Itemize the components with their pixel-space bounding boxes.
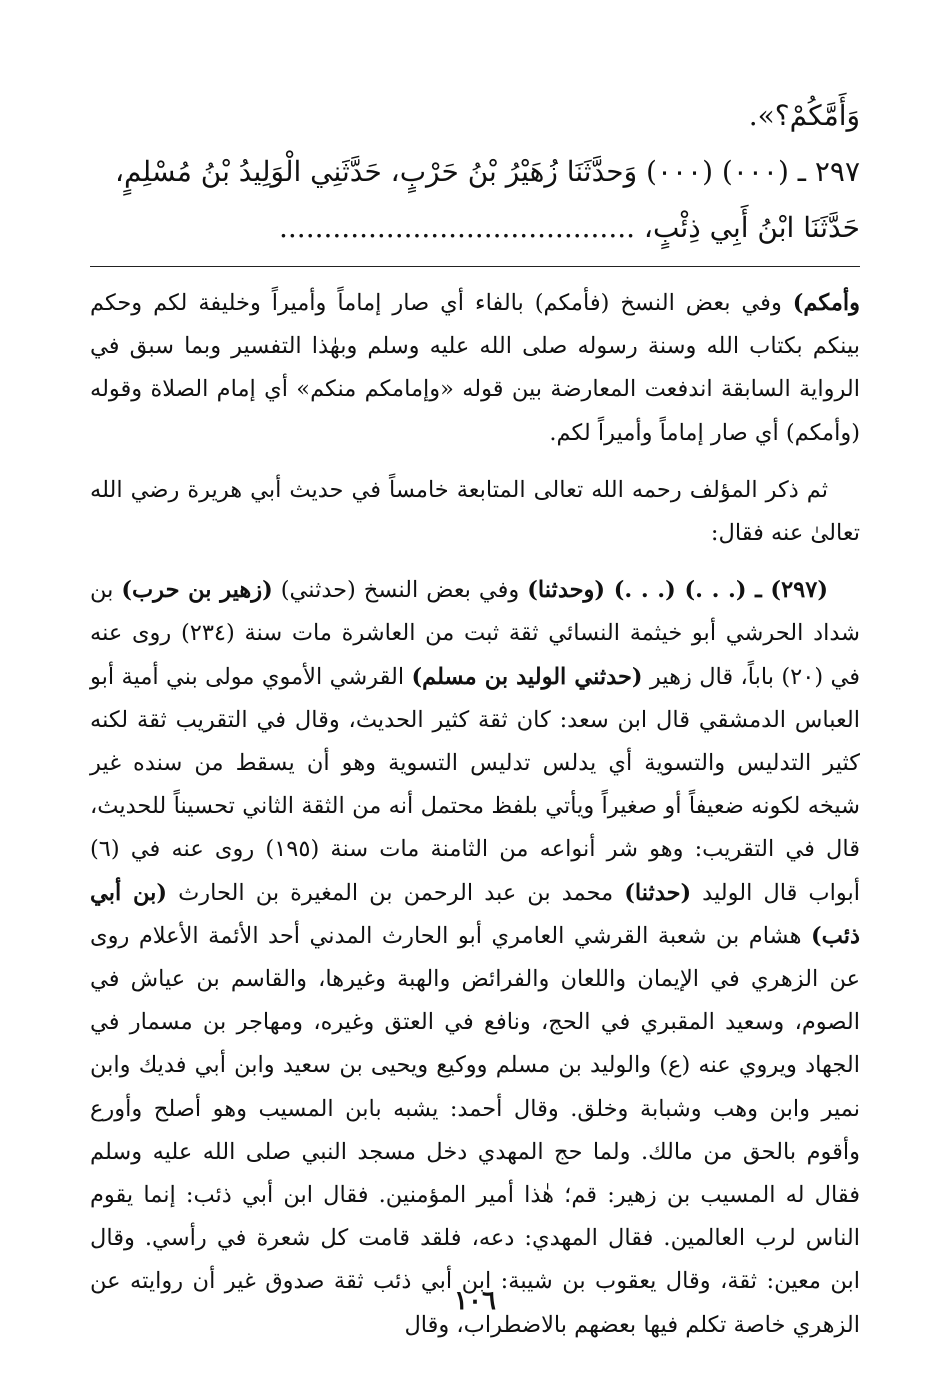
narrator-name: (حدثني الوليد بن مسلم) [411,663,643,690]
commentary-text: القرشي الأموي مولى بني أمية أبو العباس الدمشقي قال ابن سعد: كان ثقة كثير الحديث، وقال في التقريب ثقة لكنه كثير التدليس والتسوية أي يدلس تدليس التسوية وهو أن يسقط من سنده غير شيخه لكونه ضعيفاً أو صغيراً ويأتي بلفظ محتمل أنه من الثقة الثاني تحسيناً للحديث، قال في التقريب: وهو شر أنواعه من الثامنة مات سنة (١٩٥) روى عنه في (٦) أبواب قال الوليد [90,663,861,906]
matn-block [90,88,860,256]
commentary-paragraph-3 [90,569,860,1347]
commentary-paragraph-2: ثم ذكر المؤلف رحمه الله تعالى المتابعة خامساً في حديث أبي هريرة رضي الله تعالىٰ عنه فقال: [90,476,860,547]
commentary-block [90,282,860,1347]
matn-dots: ........................................ [279,211,636,244]
matn-line-3-text: حَدَّثَنَا ابْنُ أَبِي ذِئْبٍ، [643,211,860,244]
matn-line-2: ٢٩٧ ـ (٠٠٠) (٠٠٠) وَحدَّثَنَا زُهَيْرُ بْنُ حَرْبٍ، حَدَّثَنِي الْوَلِيدُ بْنُ مُسْلِمٍ، [114,155,860,188]
hadith-text [90,88,860,256]
commentary-text: وفي بعض النسخ (حدثني) [272,577,528,604]
footnote-divider [90,266,860,267]
commentary-paragraph-1 [90,282,860,455]
page-number: ١٠٦ [454,1286,496,1316]
hadith-number: (٢٩٧) ـ (. . .) (. . .) (وحدثنا) [527,577,828,604]
narrator-name: (زهير بن حرب) [121,577,273,604]
commentary-text: وفي بعض النسخ (فأمكم) بالفاء أي صار إماماً وأميراً وخليفة لكم وحكم بينكم بكتاب الله وسنة رسوله صلى الله عليه وسلم وبهٰذا التفسير وبما سبق في الرواية السابقة اندفعت المعارضة بين قوله «وإمامكم منكم» أي إمام الصلاة وقوله (وأمكم) أي صار إماماً وأميراً لكم. [90,290,860,446]
commentary-text: هشام بن شعبة القرشي العامري أبو الحارث المدني أحد الأئمة الأعلام روى عن الزهري في الإيمان واللعان والفرائض والهبة وغيرها، والقاسم بن عياش في الصوم، وسعيد المقبري في الحج، ونافع في العتق وغيره، ومهاجر بن مسمار في الجهاد ويروي عنه (ع) والوليد بن مسلم ووكيع ويحيى بن سعيد وابن أبي فديك وابن نمير وابن وهب وشبابة وخلق. وقال أحمد: يشبه بابن المسيب وهو أصلح وأورع وأقوم بالحق من مالك. ولما حج المهدي دخل مسجد النبي صلى الله عليه وسلم فقال له المسيب بن زهير: قم؛ هٰذا أمير المؤمنين. فقال ابن أبي ذئب: إنما يقوم الناس لرب العالمين. فقال المهدي: دعه، فلقد قامت كل شعرة في رأسي. وقال ابن معين: ثقة، وقال يعقوب بن شيبة: ابن أبي ذئب ثقة صدوق غير أن روايته عن الزهري خاصة تكلم فيها بعضهم بالاضطراب، وقال [90,922,860,1338]
narrator-name: (بن أبي ذئب) [90,879,860,949]
narrator-keyword: (حدثنا) [624,879,692,906]
matn-line-3 [90,200,860,256]
commentary-keyword: وأمكم) [792,290,860,316]
commentary-text: محمد بن عبد الرحمن بن المغيرة بن الحارث [167,879,625,906]
matn-line-1: وَأَمَّكُمْ؟». [748,99,860,132]
commentary-text: بن شداد الحرشي أبو خيثمة النسائي ثقة ثبت من العاشرة مات سنة (٢٣٤) روى عنه في (٢٠) باباً، قال زهير [90,577,860,690]
